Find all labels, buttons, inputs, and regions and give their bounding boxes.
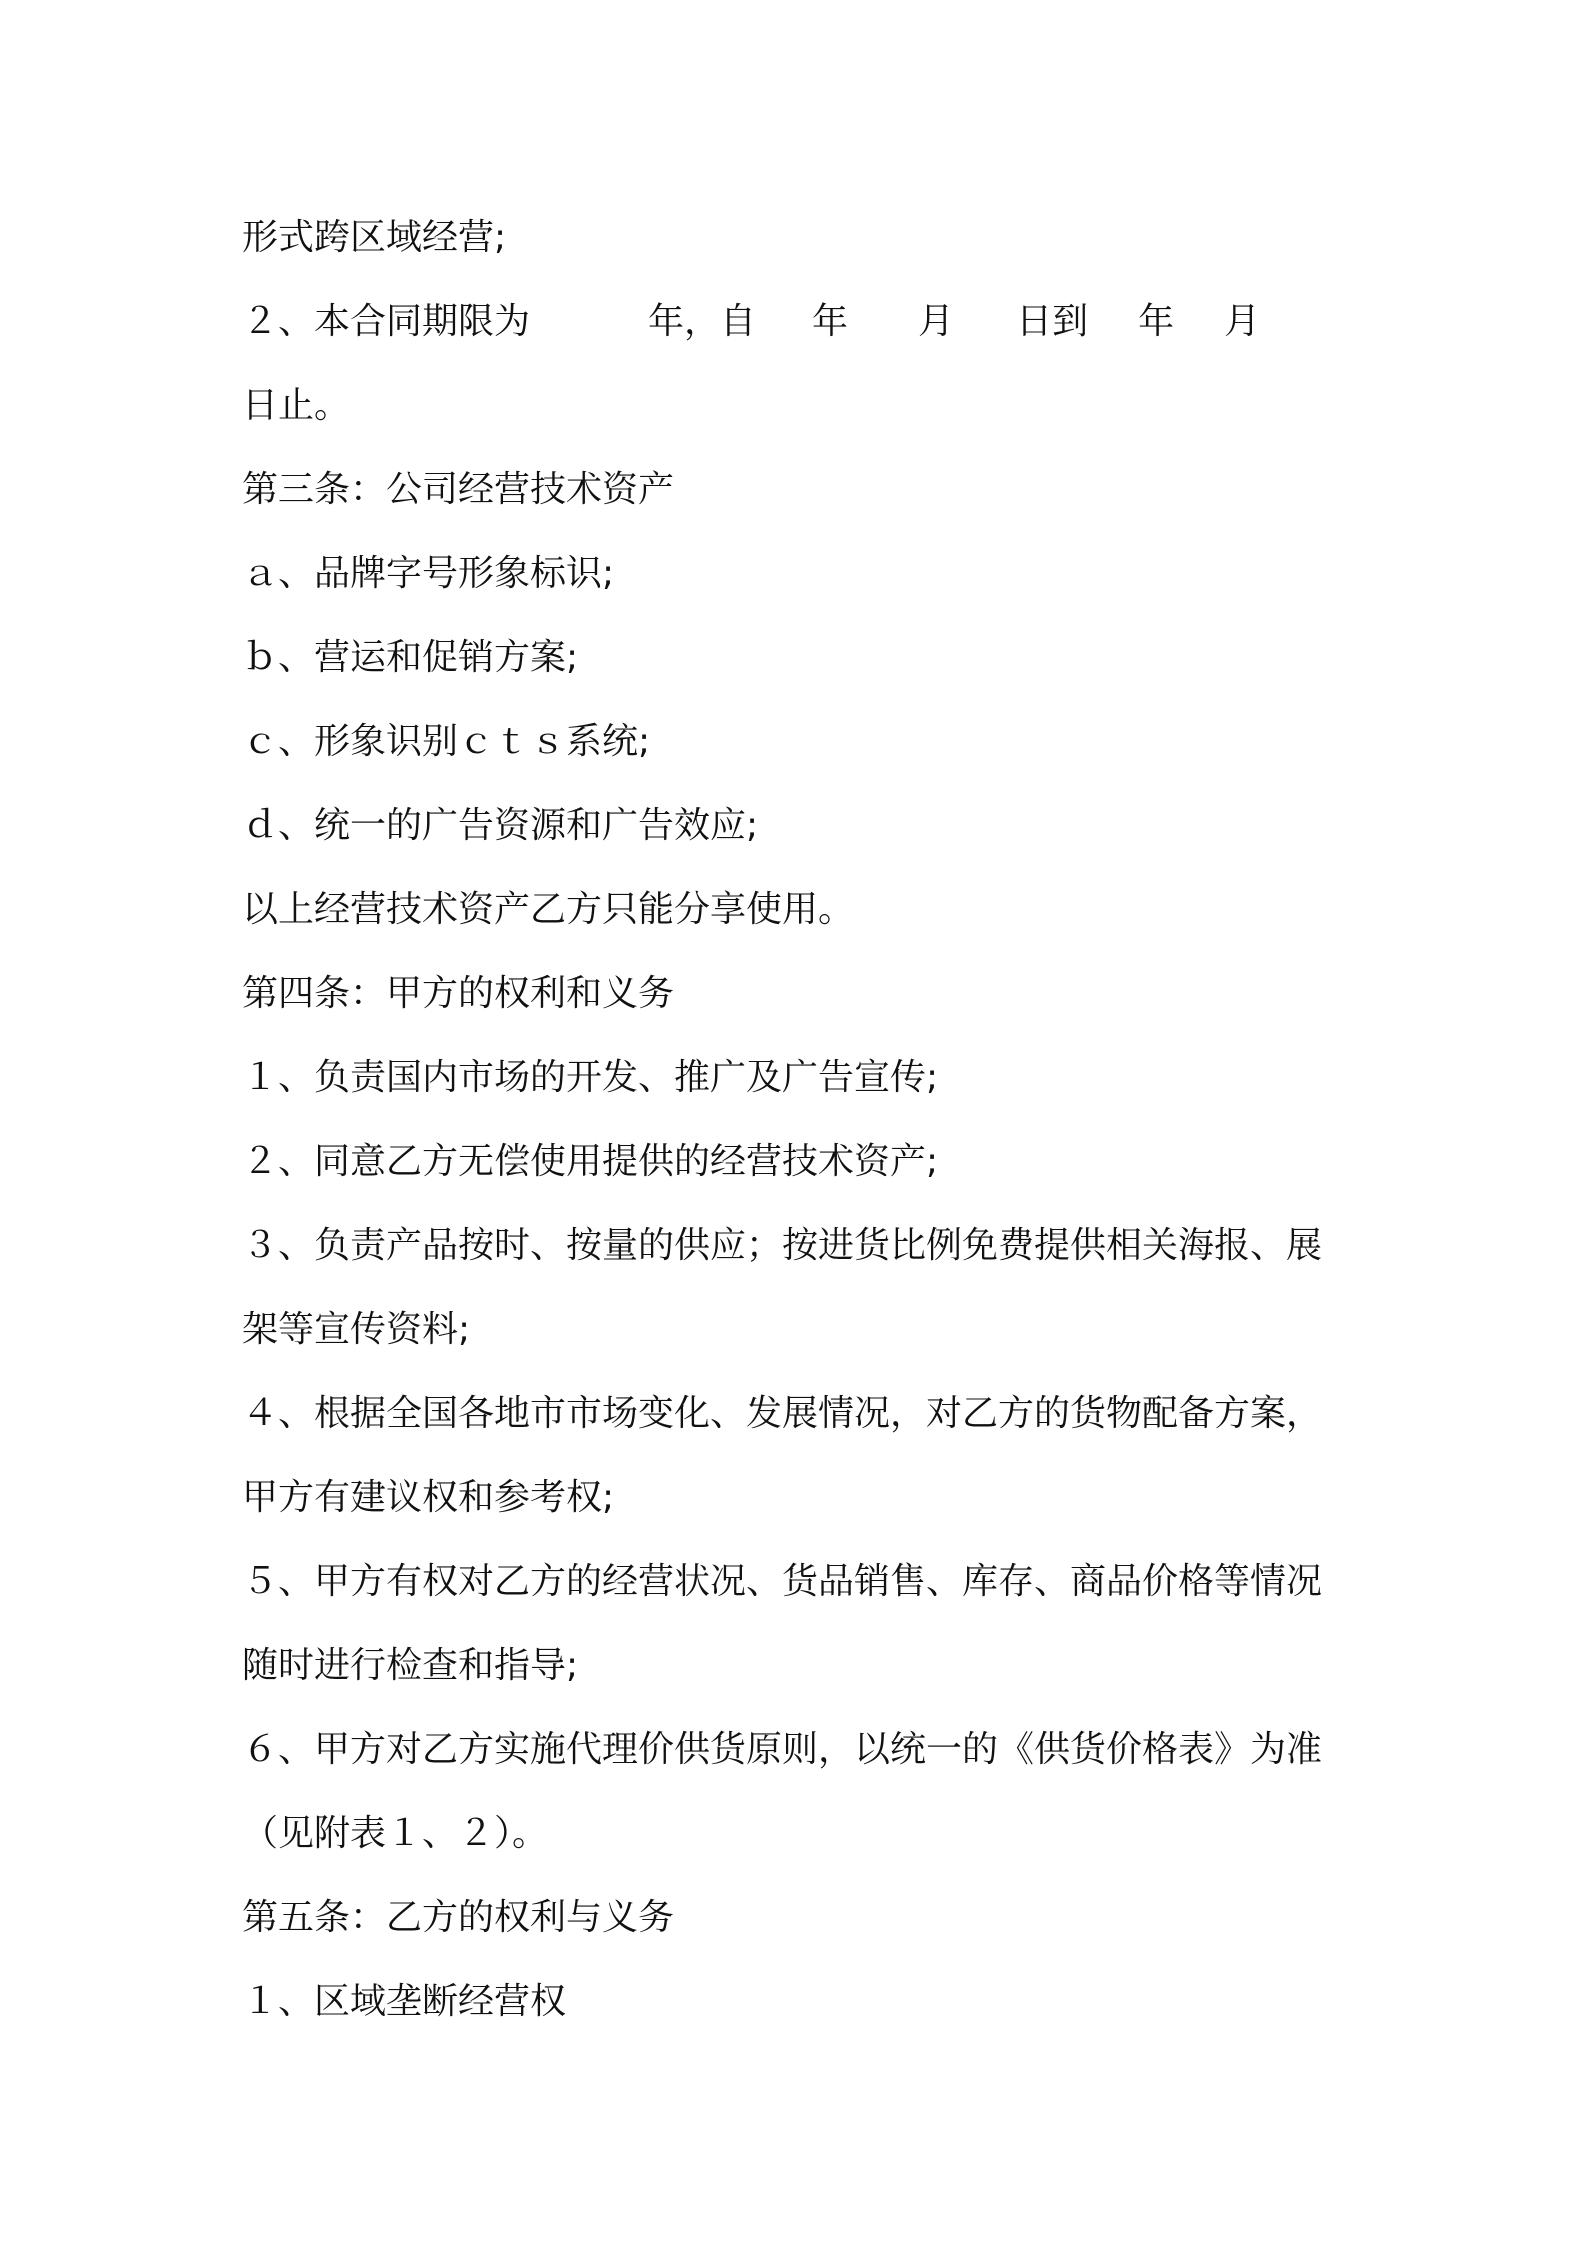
list-item: ｄ、统一的广告资源和广告效应; (242, 805, 759, 846)
list-item-continuation: 架等宣传资料; (242, 1309, 471, 1350)
text-line: 形式跨区域经营; (242, 217, 507, 258)
list-item-continuation: （见附表１、２）。 (242, 1813, 549, 1854)
list-item: ｂ、营运和促销方案; (242, 637, 579, 678)
text-line: 日止。 (242, 385, 351, 426)
list-item: １、负责国内市场的开发、推广及广告宣传; (242, 1057, 939, 1098)
term-day-to: 日到 (1016, 301, 1089, 342)
list-item: ４、根据全国各地市市场变化、发展情况，对乙方的货物配备方案， (242, 1393, 1323, 1434)
text-line: 以上经营技术资产乙方只能分享使用。 (242, 889, 855, 930)
term-end-year: 年 (1138, 301, 1175, 342)
list-item: ｃ、形象识别ｃｔｓ系统; (242, 721, 651, 762)
term-end-month: 月 (1224, 301, 1261, 342)
list-item-continuation: 随时进行检查和指导; (242, 1645, 579, 1686)
list-item: ６、甲方对乙方实施代理价供货原则，以统一的《供货价格表》为准 (242, 1729, 1323, 1770)
list-item-continuation: 甲方有建议权和参考权; (242, 1477, 615, 1518)
list-item: ５、甲方有权对乙方的经营状况、货品销售、库存、商品价格等情况 (242, 1561, 1323, 1602)
term-prefix: ２、本合同期限为 (242, 301, 531, 342)
section-heading: 第五条：乙方的权利与义务 (242, 1897, 675, 1938)
list-item: ３、负责产品按时、按量的供应；按进货比例免费提供相关海报、展 (242, 1225, 1323, 1266)
term-start-year: 年 (812, 301, 849, 342)
term-year-from: 年，自 (648, 301, 757, 342)
contract-term-line (242, 280, 1362, 364)
list-item: ２、同意乙方无偿使用提供的经营技术资产; (242, 1141, 939, 1182)
list-item: １、区域垄断经营权 (242, 1981, 567, 2022)
section-heading: 第三条：公司经营技术资产 (242, 469, 675, 510)
term-start-month: 月 (918, 301, 955, 342)
document-body (242, 196, 1362, 2044)
list-item: ａ、品牌字号形象标识; (242, 553, 615, 594)
section-heading: 第四条：甲方的权利和义务 (242, 973, 675, 1014)
